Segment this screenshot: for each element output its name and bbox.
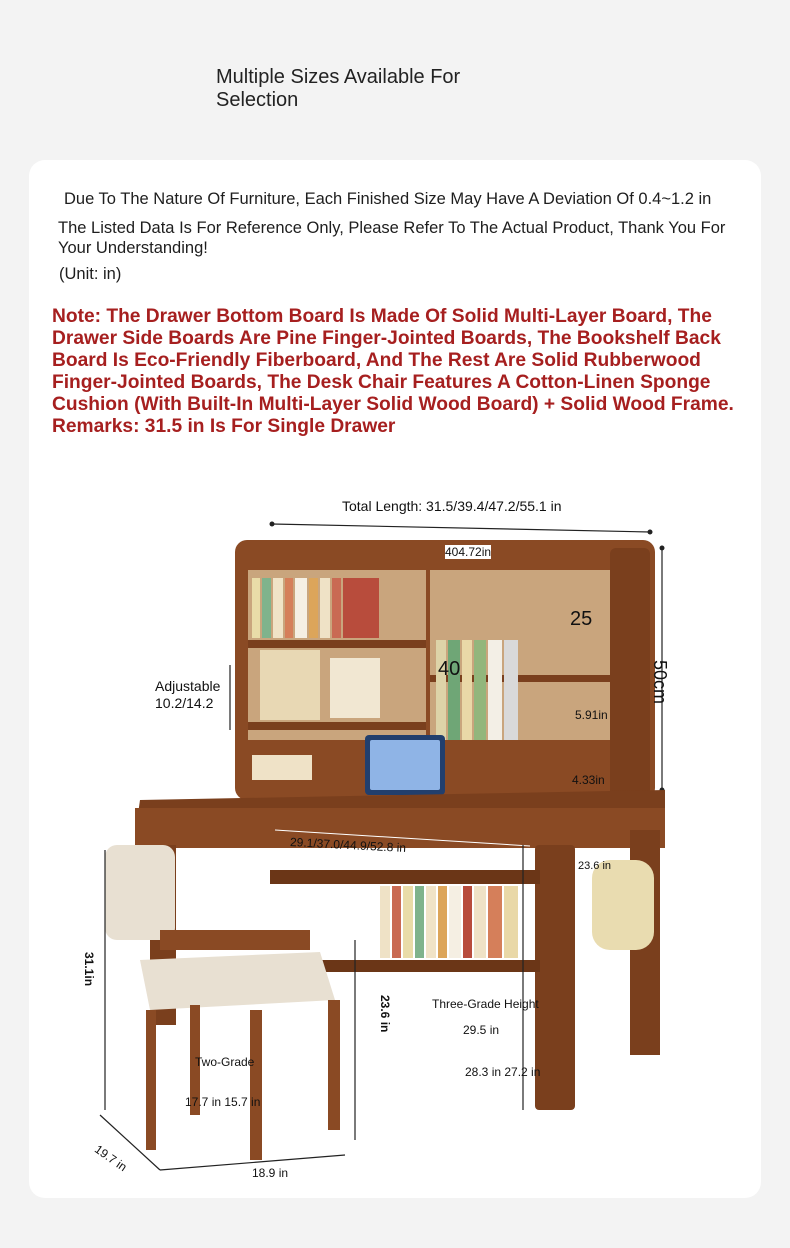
- side-dim-label: 23.6 in: [578, 860, 612, 872]
- seat-heights-label: 17.7 in 15.7 in: [185, 1095, 261, 1109]
- height-cm-label: 50cm: [650, 660, 670, 705]
- page-title: Multiple Sizes Available For Selection: [216, 66, 461, 111]
- reference-text: The Listed Data Is For Reference Only, Please Refer To The Actual Product, Thank You For Your Understanding!: [58, 219, 726, 257]
- shelf-25-label: 25: [570, 608, 593, 630]
- desk-chair-diagram: [80, 490, 700, 1190]
- height-295-label: 29.5 in: [463, 1023, 500, 1037]
- unit-text: (Unit: in): [59, 265, 122, 283]
- height-283-272-label: 28.3 in 27.2 in: [465, 1065, 541, 1079]
- deviation-text: Due To The Nature Of Furniture, Each Finished Size May Have A Deviation Of 0.4~1.2 in: [64, 190, 712, 208]
- desk-width-label: 29.1/37.0/44.9/52.8 in: [289, 834, 407, 856]
- total-length-label: Total Length: 31.5/39.4/47.2/55.1 in: [342, 498, 562, 514]
- shelf-40-label: 40: [438, 658, 461, 680]
- adjustable-label: Adjustable: [155, 678, 221, 694]
- adjustable-values-label: 10.2/14.2: [155, 695, 214, 711]
- dim-591-label: 5.91in: [575, 708, 608, 722]
- chair-seat-label: 23.6 in: [378, 995, 392, 1033]
- three-grade-label: Three-Grade Height: [432, 997, 539, 1011]
- chair-width-label: 18.9 in: [252, 1166, 289, 1180]
- chair-depth-label: 19.7 in: [91, 1142, 130, 1175]
- top-shelf-label: 404.72in: [445, 545, 492, 559]
- two-grade-label: Two-Grade: [195, 1055, 255, 1069]
- chair-height-label: 31.1in: [82, 952, 96, 987]
- dim-433-label: 4.33in: [572, 773, 605, 787]
- material-note: Note: The Drawer Bottom Board Is Made Of Solid Multi-Layer Board, The Drawer Side Boards Are Pine Finger-Jointed Boards, The Bookshelf Back Board Is Eco-Friendly Fiberboard, And The Rest Are Solid Rubberwood Finger-Jointed Boards, The Desk Chair Features A Cotton-Linen Sponge Cushion (With Built-In Multi-Layer Solid Wood Board) + Solid Wood Frame. Remarks: 31.5 in Is For Single Drawer: [52, 306, 734, 437]
